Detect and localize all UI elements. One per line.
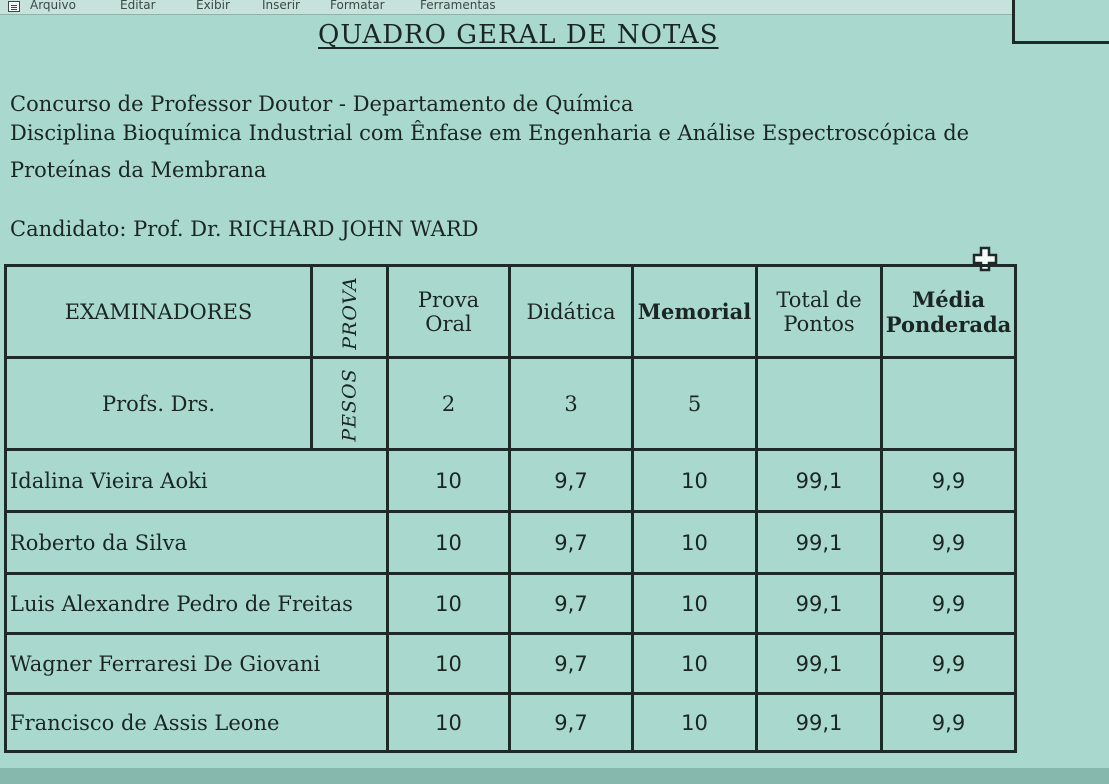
- grade-media: 9,9: [882, 634, 1016, 694]
- toolbar-box: [1012, 0, 1109, 44]
- examiner-name: Idalina Vieira Aoki: [6, 450, 388, 512]
- grade-memorial: 10: [633, 450, 757, 512]
- status-strip: [0, 768, 1109, 784]
- weight-memorial: 5: [633, 358, 757, 450]
- weights-row: [6, 358, 1016, 450]
- candidate-line: Candidato: Prof. Dr. RICHARD JOHN WARD: [10, 217, 479, 241]
- grade-total: 99,1: [757, 634, 882, 694]
- grade-didatica: 9,7: [510, 450, 633, 512]
- header-row: [6, 266, 1016, 358]
- page-title: QUADRO GERAL DE NOTAS: [318, 20, 719, 50]
- grade-media: 9,9: [882, 694, 1016, 752]
- grade-prova-oral: 10: [388, 574, 510, 634]
- table-row: [6, 512, 1016, 574]
- prova-vertical-label: PROVA: [338, 275, 361, 350]
- grade-memorial: 10: [633, 694, 757, 752]
- examiner-name: Wagner Ferraresi De Giovani: [6, 634, 388, 694]
- prova-oral-label-2: Oral: [425, 311, 472, 336]
- grade-didatica: 9,7: [510, 574, 633, 634]
- grade-didatica: 9,7: [510, 512, 633, 574]
- didatica-header: Didática: [510, 266, 633, 358]
- grade-media: 9,9: [882, 512, 1016, 574]
- prova-oral-label-1: Prova: [417, 287, 480, 312]
- weight-prova-oral: 2: [388, 358, 510, 450]
- grade-media: 9,9: [882, 450, 1016, 512]
- grade-prova-oral: 10: [388, 694, 510, 752]
- total-header: [757, 266, 882, 358]
- menu-formatar[interactable]: Formatar: [330, 0, 385, 12]
- prova-vertical-header: [312, 266, 388, 358]
- grade-prova-oral: 10: [388, 450, 510, 512]
- grade-total: 99,1: [757, 512, 882, 574]
- grade-media: 9,9: [882, 574, 1016, 634]
- discipline-line-2: Proteínas da Membrana: [10, 158, 267, 182]
- grade-memorial: 10: [633, 512, 757, 574]
- table-row: [6, 694, 1016, 752]
- examiners-header: EXAMINADORES: [6, 266, 312, 358]
- menu-ferramentas[interactable]: Ferramentas: [420, 0, 496, 12]
- weight-didatica: 3: [510, 358, 633, 450]
- menu-editar[interactable]: Editar: [120, 0, 156, 12]
- grade-total: 99,1: [757, 450, 882, 512]
- media-header: [882, 266, 1016, 358]
- grade-prova-oral: 10: [388, 634, 510, 694]
- prova-oral-header: [388, 266, 510, 358]
- grades-table: [4, 264, 1017, 753]
- examiner-name: Francisco de Assis Leone: [6, 694, 388, 752]
- grade-total: 99,1: [757, 694, 882, 752]
- total-label-1: Total de: [776, 287, 862, 312]
- table-row: [6, 634, 1016, 694]
- media-label-1: Média: [912, 286, 985, 312]
- total-label-2: Pontos: [783, 311, 855, 336]
- grade-total: 99,1: [757, 574, 882, 634]
- examiners-subheader: Profs. Drs.: [6, 358, 312, 450]
- grade-didatica: 9,7: [510, 634, 633, 694]
- table-row: [6, 450, 1016, 512]
- memorial-header: Memorial: [633, 266, 757, 358]
- grade-didatica: 9,7: [510, 694, 633, 752]
- grade-memorial: 10: [633, 634, 757, 694]
- examiner-name: Roberto da Silva: [6, 512, 388, 574]
- menu-inserir[interactable]: Inserir: [262, 0, 300, 12]
- examiner-name: Luis Alexandre Pedro de Freitas: [6, 574, 388, 634]
- grade-prova-oral: 10: [388, 512, 510, 574]
- weight-total-empty: [757, 358, 882, 450]
- menu-bar: [0, 0, 1109, 15]
- table-row: [6, 574, 1016, 634]
- pesos-vertical-label: PESOS: [338, 367, 361, 442]
- media-label-2: Ponderada: [885, 311, 1012, 337]
- menu-exibir[interactable]: Exibir: [196, 0, 230, 12]
- contest-line: Concurso de Professor Doutor - Departamento de Química: [10, 92, 634, 116]
- pesos-vertical-header: [312, 358, 388, 450]
- grade-memorial: 10: [633, 574, 757, 634]
- menu-arquivo[interactable]: Arquivo: [30, 0, 76, 12]
- document-icon[interactable]: [8, 1, 20, 12]
- weight-media-empty: [882, 358, 1016, 450]
- discipline-line: Disciplina Bioquímica Industrial com Ênfase em Engenharia e Análise Espectroscópica de: [10, 121, 970, 145]
